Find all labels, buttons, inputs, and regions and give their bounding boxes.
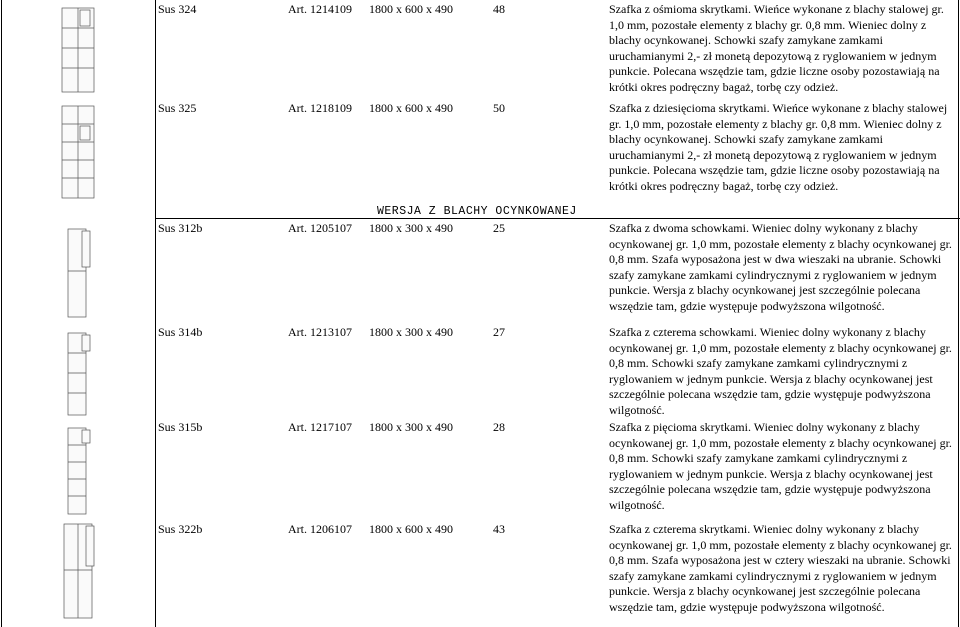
dimensions: 1800 x 300 x 490 bbox=[369, 221, 453, 235]
weight: 28 bbox=[493, 420, 505, 434]
article-number: Art. 1213107 bbox=[288, 325, 352, 339]
weight: 48 bbox=[493, 2, 505, 16]
article-number: Art. 1218109 bbox=[288, 101, 352, 115]
article-number: Art. 1217107 bbox=[288, 420, 352, 434]
description: Szafka z dziesięcioma skrytkami. Wieńce wykonane z blachy stalowej gr. 1,0 mm, pozostałe elementy z blachy gr. 0,8 mm. Wieniec dolny z blachy ocynkowanej. Schowki szafy zamykane zamkami uruchamianymi 2,- zł monetą depozytową z ryglowaniem w jednym punkcie. Polecana wszędzie tam, gdzie liczne osoby pozostawiają na krótki okres podręczny bagaż, torbę czy odzież. bbox=[609, 101, 948, 193]
table-row bbox=[0, 100, 960, 205]
model-name: Sus 322b bbox=[158, 522, 203, 536]
locker-2-compartments-icon bbox=[56, 227, 100, 319]
dimensions: 1800 x 600 x 490 bbox=[369, 101, 453, 115]
model-name: Sus 325 bbox=[158, 101, 197, 115]
model-name: Sus 314b bbox=[158, 325, 203, 339]
locker-4-wide-compartments-icon bbox=[56, 522, 100, 622]
locker-10-compartments-icon bbox=[56, 104, 100, 200]
description: Szafka z czterema schowkami. Wieniec dolny wykonany z blachy ocynkowanej gr. 1,0 mm, pozostałe elementy z blachy ocynkowanej gr. 0,8 mm. Schowki szafy zamykane zamkami cylindrycznymi z ryglowaniem w jednym punkcie. Wersja z blachy ocynkowanej jest szczególnie polecana wszędzie tam, gdzie występuje podwyższona wilgotność. bbox=[609, 325, 952, 417]
description: Szafka z pięcioma skrytkami. Wieniec dolny wykonany z blachy ocynkowanej gr. 1,0 mm, pozostałe elementy z blachy ocynkowanej gr. 0,8 mm. Schowki szafy zamykane zamkami cylindrycznymi z ryglowaniem w jednym punkcie. Wersja z blachy ocynkowanej jest szczególnie polecana wszędzie tam, gdzie występuje podwyższona wilgotność. bbox=[609, 420, 952, 512]
dimensions: 1800 x 600 x 490 bbox=[369, 2, 453, 16]
section-header: WERSJA Z BLACHY OCYNKOWANEJ bbox=[377, 205, 577, 218]
weight: 27 bbox=[493, 325, 505, 339]
description: Szafka z ośmioma skrytkami. Wieńce wykonane z blachy stalowej gr. 1,0 mm, pozostałe elementy z blachy gr. 0,8 mm. Wieniec dolny z blachy ocynkowanej. Schowki szafy zamykane zamkami uruchamianymi 2,- zł monetą depozytową z ryglowaniem w jednym punkcie. Polecana wszędzie tam, gdzie liczne osoby pozostawiają na krótki okres podręczny bagaż, torbę czy odzież. bbox=[609, 2, 944, 94]
dimensions: 1800 x 600 x 490 bbox=[369, 522, 453, 536]
weight: 43 bbox=[493, 522, 505, 536]
article-number: Art. 1214109 bbox=[288, 2, 352, 16]
table-row bbox=[0, 420, 960, 518]
section-divider bbox=[156, 218, 960, 219]
table-row bbox=[0, 221, 960, 325]
description: Szafka z dwoma schowkami. Wieniec dolny wykonany z blachy ocynkowanej gr. 1,0 mm, pozostałe elementy z blachy ocynkowanej gr. 0,8 mm. Szafa wyposażona jest w dwa wieszaki na ubranie. Schowki szafy zamykane zamkami cylindrycznymi z ryglowaniem w jednym punkcie. Wersja z blachy ocynkowanej jest szczególnie polecana wszędzie tam, gdzie występuje podwyższona wilgotność. bbox=[609, 221, 952, 313]
model-name: Sus 312b bbox=[158, 221, 203, 235]
weight: 25 bbox=[493, 221, 505, 235]
weight: 50 bbox=[493, 101, 505, 115]
locker-8-compartments-icon bbox=[56, 6, 100, 94]
article-number: Art. 1205107 bbox=[288, 221, 352, 235]
model-name: Sus 315b bbox=[158, 420, 203, 434]
table-row bbox=[0, 518, 960, 627]
table-row bbox=[0, 325, 960, 420]
model-name: Sus 324 bbox=[158, 2, 197, 16]
table-row bbox=[0, 0, 960, 100]
description: Szafka z czterema skrytkami. Wieniec dolny wykonany z blachy ocynkowanej gr. 1,0 mm, pozostałe elementy z blachy ocynkowanej gr. 0,8 mm. Szafa wyposażona jest w cztery wieszaki na ubranie. Schowki szafy zamykane zamkami cylindrycznymi z ryglowaniem w jednym punkcie. Wersja z blachy ocynkowanej jest szczególnie polecana wszędzie tam, gdzie występuje podwyższona wilgotność. bbox=[609, 522, 952, 614]
locker-4-compartments-icon bbox=[56, 331, 100, 417]
locker-5-compartments-icon bbox=[56, 426, 100, 516]
article-number: Art. 1206107 bbox=[288, 522, 352, 536]
dimensions: 1800 x 300 x 490 bbox=[369, 325, 453, 339]
dimensions: 1800 x 300 x 490 bbox=[369, 420, 453, 434]
